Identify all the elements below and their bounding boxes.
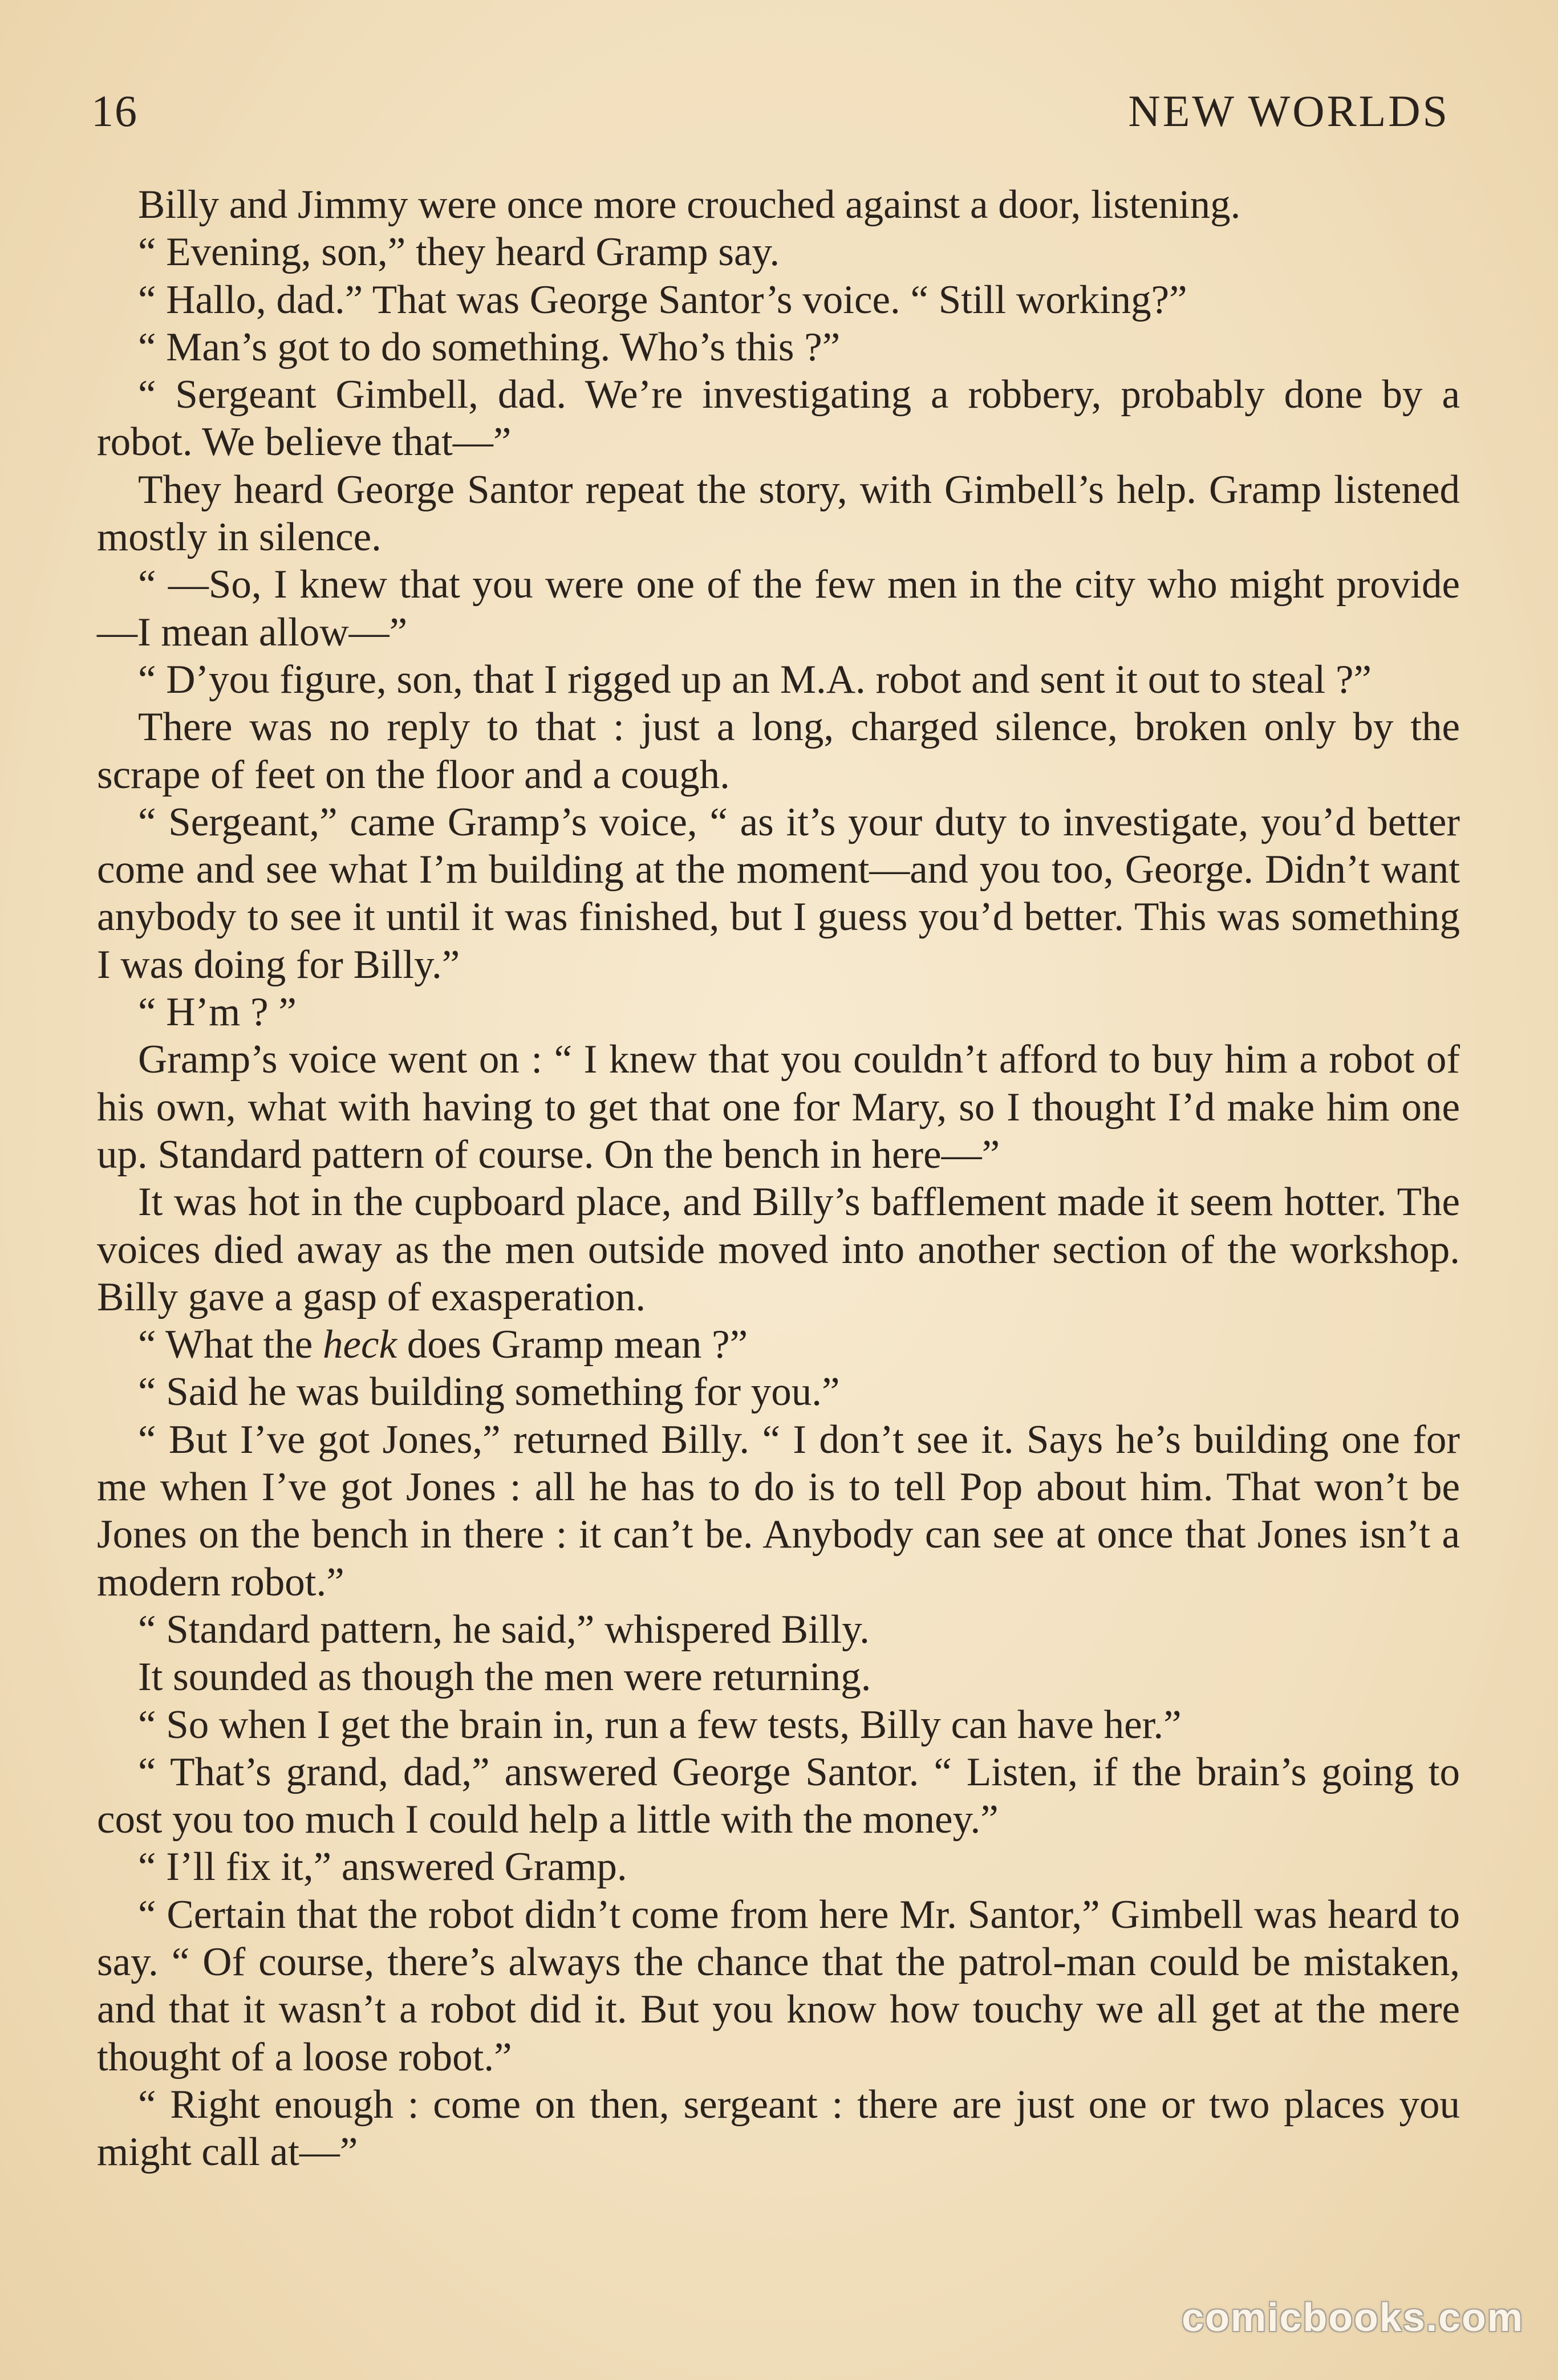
paragraph: “ Man’s got to do something. Who’s this ?” <box>138 324 841 369</box>
text-run: does Gramp mean ?” <box>397 1322 748 1367</box>
paragraph: It was hot in the cupboard place, and Billy’s bafflement made it seem hotter. The voices died away as the men outside moved into another section of the workshop. Billy gave a gasp of exasperation. <box>97 1180 1460 1319</box>
paragraph: “ But I’ve got Jones,” returned Billy. “ I don’t see it. Says he’s building one for me when I’ve got Jones : all he has to do is to tell Pop about him. That won’t be Jones on the bench in there : it can’t be. Anybody can see at once that Jones isn’t a modern robot.” <box>97 1417 1460 1605</box>
paragraph: “ That’s grand, dad,” answered George Santor. “ Listen, if the brain’s going to cost you too much I could help a little with the money.” <box>97 1749 1460 1842</box>
paragraph: “ Sergeant,” came Gramp’s voice, “ as it’s your duty to investigate, you’d better come and see what I’m building at the moment—and you too, George. Didn’t want anybody to see it until it was finished, but I guess you’d better. This was something I was doing for Billy.” <box>97 799 1460 987</box>
running-head: NEW WORLDS <box>1128 86 1450 136</box>
paragraph: “ So when I get the brain in, run a few tests, Billy can have her.” <box>138 1702 1182 1747</box>
paragraph-with-emphasis <box>97 1321 1460 1368</box>
body-text <box>97 181 1460 2176</box>
paragraph: Billy and Jimmy were once more crouched against a door, listening. <box>138 182 1241 227</box>
paragraph: “ Evening, son,” they heard Gramp say. <box>138 230 780 275</box>
paragraph: “ Sergeant Gimbell, dad. We’re investigating a robbery, probably done by a robot. We believe that—” <box>97 372 1460 465</box>
paragraph: “ H’m ? ” <box>138 990 297 1035</box>
paragraph: “ Certain that the robot didn’t come from here Mr. Santor,” Gimbell was heard to say. “ Of course, there’s always the chance that the patrol-man could be mistaken, and that it wasn’t a robot did it. But you know how touchy we all get at the mere thought of a loose robot.” <box>97 1892 1460 2080</box>
paragraph: “ —So, I knew that you were one of the few men in the city who might provide—I mean allow—” <box>97 562 1460 655</box>
paragraph: “ Right enough : come on then, sergeant : there are just one or two places you might call at—” <box>97 2082 1460 2175</box>
paragraph: There was no reply to that : just a long, charged silence, broken only by the scrape of feet on the floor and a cough. <box>97 705 1460 797</box>
paragraph: “ D’you figure, son, that I rigged up an M.A. robot and sent it out to steal ?” <box>138 657 1372 702</box>
paragraph: “ I’ll fix it,” answered Gramp. <box>138 1845 627 1890</box>
text-run: “ What the <box>138 1322 323 1367</box>
emphasis: heck <box>322 1322 397 1367</box>
paragraph: “ Hallo, dad.” That was George Santor’s voice. “ Still working?” <box>138 277 1187 322</box>
paragraph: Gramp’s voice went on : “ I knew that you couldn’t afford to buy him a robot of his own, what with having to get that one for Mary, so I thought I’d make him one up. Standard pattern of course. On the bench in here—” <box>97 1037 1460 1177</box>
paragraph: It sounded as though the men were returning. <box>138 1655 871 1700</box>
paragraph: “ Said he was building something for you.” <box>138 1370 840 1415</box>
watermark: comicbooks.com <box>1182 2295 1524 2340</box>
paragraph: They heard George Santor repeat the story, with Gimbell’s help. Gramp listened mostly in silence. <box>97 467 1460 560</box>
page-header <box>91 86 1450 143</box>
page-number: 16 <box>91 86 138 136</box>
paragraph: “ Standard pattern, he said,” whispered Billy. <box>138 1607 870 1652</box>
